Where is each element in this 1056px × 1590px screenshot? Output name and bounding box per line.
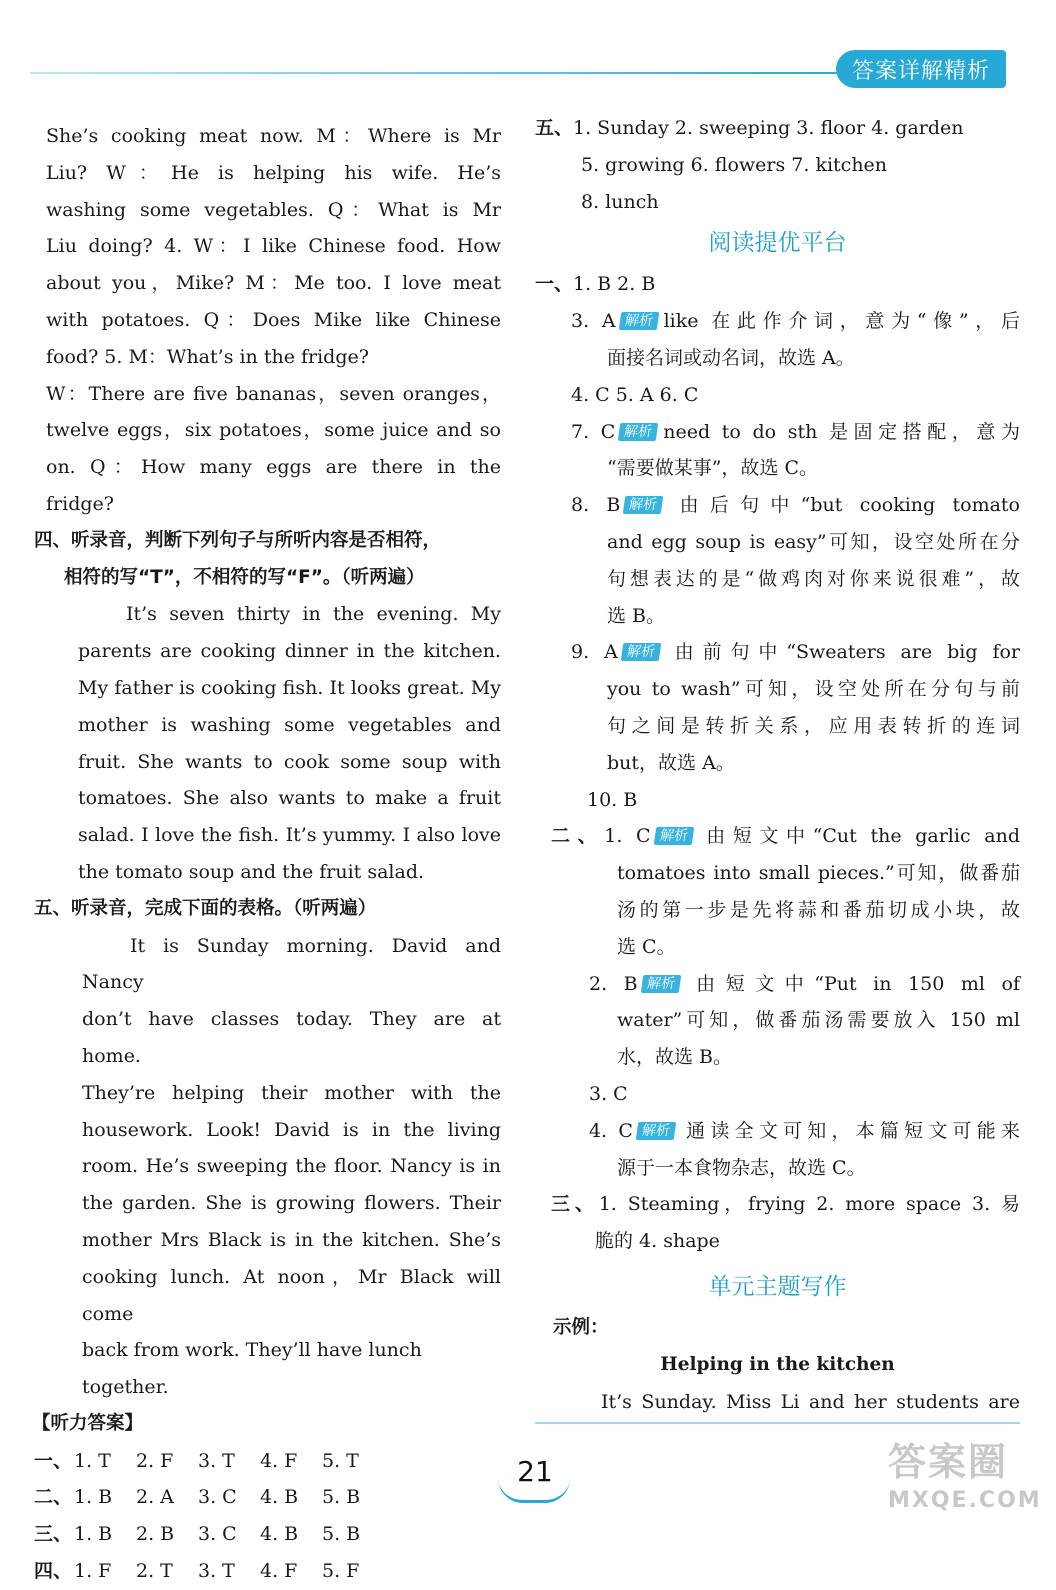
answer-item: 2. B bbox=[136, 1523, 175, 1546]
reading-part-1 bbox=[535, 266, 1020, 818]
answer-item: 5. F bbox=[322, 1560, 360, 1583]
script-line: Liu? W：He is helping his wife. He’s bbox=[46, 161, 501, 184]
listening-answers-heading: 【听力答案】 bbox=[32, 1412, 144, 1434]
writing-section-title: 单元主题写作 bbox=[708, 1273, 847, 1300]
script-line: food? 5. M：What’s in the fridge? bbox=[46, 345, 369, 368]
answer-line: 1. Sunday 2. sweeping 3. floor 4. garden bbox=[573, 117, 964, 139]
script-line: about you，Mike? M：Me too. I love meat bbox=[46, 272, 501, 295]
answer-line: 1. B 2. B bbox=[573, 273, 656, 296]
answer-item: 3. C bbox=[198, 1486, 237, 1509]
script-line: W：There are five bananas，seven oranges， bbox=[46, 382, 501, 405]
watermark-logo bbox=[888, 1436, 1042, 1526]
script-line: with potatoes. Q：Does Mike like Chinese bbox=[46, 308, 501, 331]
section-4-heading: 四、听录音，判断下列句子与所听内容是否相符， bbox=[34, 529, 442, 551]
passage-line: back from work. They’ll have lunch together. bbox=[82, 1339, 422, 1399]
right-column bbox=[535, 110, 1020, 1424]
passage-line: tomatoes. She also wants to make a fruit bbox=[78, 787, 501, 810]
example-label: 示例： bbox=[553, 1316, 609, 1338]
analysis-text: 源于一本食物杂志，故选 C。 bbox=[617, 1156, 866, 1179]
passage-line: the garden. She is growing flowers. Their bbox=[82, 1192, 501, 1215]
answer-row-label: 一、 bbox=[34, 1449, 73, 1472]
question-number: 4. C bbox=[589, 1119, 633, 1142]
script-line: Liu doing? 4. W：I like Chinese food. How bbox=[46, 235, 501, 258]
analysis-text: 由后句中“but cooking tomato bbox=[668, 494, 1020, 517]
analysis-tag: 解析 bbox=[623, 496, 664, 514]
analysis-text: 选 B。 bbox=[607, 604, 666, 627]
answer-item: 1. B bbox=[74, 1523, 113, 1546]
answer-row bbox=[34, 1516, 501, 1553]
page-number-ornament bbox=[498, 1478, 570, 1503]
analysis-text: 由前句中“Sweaters are big for bbox=[665, 641, 1020, 664]
answer-item: 4. F bbox=[260, 1560, 298, 1583]
answer-item: 4. B bbox=[260, 1486, 299, 1509]
answer-row-label: 四、 bbox=[34, 1560, 73, 1583]
script-line: fridge? bbox=[46, 492, 114, 515]
page-number: 21 bbox=[517, 1455, 553, 1488]
passage-line: It is Sunday morning. David and Nancy bbox=[82, 934, 501, 994]
analysis-text: water”可知，做番茄汤需要放入 150 ml bbox=[617, 1009, 1020, 1032]
analysis-text: 通读全文可知，本篇短文可能来 bbox=[680, 1119, 1020, 1142]
analysis-text: need to do sth 是固定搭配，意为 bbox=[663, 420, 1020, 443]
passage-line: My father is cooking fish. It looks great. My bbox=[78, 676, 501, 699]
answer-line: 脆的 4. shape bbox=[595, 1230, 720, 1253]
script-line: on. Q：How many eggs are there in the bbox=[46, 456, 501, 479]
analysis-text: “需要做某事”，故选 C。 bbox=[607, 457, 819, 480]
analysis-text: 由短文中“Put in 150 ml of bbox=[685, 972, 1020, 995]
answer-row bbox=[34, 1443, 501, 1480]
header-badge: 答案详解精析 bbox=[836, 50, 1006, 88]
question-number: 1. C bbox=[604, 825, 651, 848]
analysis-text: 面接名词或动名词，故选 A。 bbox=[607, 346, 855, 369]
answer-item: 3. T bbox=[198, 1560, 235, 1583]
analysis-text: 汤的第一步是先将蒜和番茄切成小块，故 bbox=[617, 898, 1020, 921]
script-line: twelve eggs，six potatoes，some juice and so bbox=[46, 419, 501, 442]
answer-item: 4. B bbox=[260, 1523, 299, 1546]
answer-line: 4. C 5. A 6. C bbox=[571, 383, 699, 406]
section-4-heading-cont: 相符的写“T”，不相符的写“F”。（听两遍） bbox=[64, 566, 425, 588]
analysis-text: 选 C。 bbox=[617, 935, 676, 958]
analysis-text: tomatoes into small pieces.”可知，做番茄 bbox=[617, 862, 1020, 885]
answer-row bbox=[34, 1479, 501, 1516]
answer-item: 5. T bbox=[322, 1449, 359, 1472]
answer-item: 3. C bbox=[198, 1523, 237, 1546]
answer-item: 2. F bbox=[136, 1449, 174, 1472]
passage-line: It’s seven thirty in the evening. My bbox=[126, 603, 501, 626]
answer-item: 2. A bbox=[136, 1486, 174, 1509]
section-label: 一、 bbox=[535, 273, 574, 296]
analysis-text: like 在此作介词，意为“像”，后 bbox=[663, 310, 1020, 333]
analysis-text: 句想表达的是“做鸡肉对你来说很难”，故 bbox=[607, 567, 1020, 590]
analysis-text: and egg soup is easy”可知，设空处所在分 bbox=[607, 530, 1020, 553]
watermark-text: 答案圈 bbox=[888, 1440, 1009, 1484]
analysis-tag: 解析 bbox=[640, 975, 681, 993]
passage-line: parents are cooking dinner in the kitchen. bbox=[78, 640, 501, 663]
analysis-tag: 解析 bbox=[636, 1122, 677, 1140]
answer-item: 2. T bbox=[136, 1560, 173, 1583]
reading-section-title: 阅读提优平台 bbox=[708, 230, 847, 257]
answer-item: 1. T bbox=[74, 1449, 111, 1472]
answer-line: 5. growing 6. flowers 7. kitchen bbox=[581, 153, 888, 176]
section-label: 三、 bbox=[551, 1193, 599, 1216]
section-5-passage bbox=[46, 928, 501, 1406]
answer-item: 1. F bbox=[74, 1560, 112, 1583]
passage-line: don’t have classes today. They are at home. bbox=[82, 1008, 501, 1067]
answer-item: 5. B bbox=[322, 1523, 361, 1546]
analysis-tag: 解析 bbox=[653, 827, 694, 845]
passage-line: fruit. She wants to cook some soup with bbox=[78, 750, 501, 773]
analysis-text: 由短文中“Cut the garlic and bbox=[698, 825, 1020, 848]
question-number: 8. B bbox=[571, 494, 621, 517]
passage-line: the tomato soup and the fruit salad. bbox=[78, 860, 425, 883]
question-number: 7. C bbox=[571, 420, 616, 443]
analysis-tag: 解析 bbox=[618, 312, 659, 330]
reading-part-3 bbox=[535, 1186, 1020, 1260]
answer-line: 10. B bbox=[587, 788, 638, 811]
left-column bbox=[32, 118, 501, 1590]
analysis-text: 句之间是转折关系，应用表转折的连词 bbox=[607, 714, 1020, 737]
answer-item: 1. B bbox=[74, 1486, 113, 1509]
passage-line: mother is washing some vegetables and bbox=[78, 713, 501, 736]
analysis-text: but，故选 A。 bbox=[607, 751, 735, 774]
reading-part-2 bbox=[535, 818, 1020, 1186]
section-5-heading: 五、听录音，完成下面的表格。（听两遍） bbox=[34, 897, 377, 919]
answer-row bbox=[34, 1553, 501, 1590]
essay-title: Helping in the kitchen bbox=[660, 1353, 895, 1375]
answer-row-label: 二、 bbox=[34, 1486, 73, 1509]
passage-line: They’re helping their mother with the bbox=[82, 1081, 501, 1104]
answer-line: 1. Steaming，frying 2. more space 3. 易 bbox=[598, 1193, 1020, 1216]
analysis-tag: 解析 bbox=[621, 643, 662, 661]
passage-line: housework. Look! David is in the living bbox=[82, 1118, 501, 1141]
section-4-passage bbox=[46, 596, 501, 890]
question-number: 3. A bbox=[571, 310, 616, 333]
header-rule bbox=[30, 72, 840, 74]
answer-line: 8. lunch bbox=[581, 190, 659, 213]
listening-answer-5 bbox=[535, 110, 1020, 220]
analysis-text: you to wash”可知，设空处所在分句与前 bbox=[607, 678, 1020, 701]
answer-item: 5. B bbox=[322, 1486, 361, 1509]
listening-answers bbox=[34, 1443, 501, 1590]
essay-text: It’s Sunday. Miss Li and her students are bbox=[535, 1384, 1020, 1425]
section-label: 五、 bbox=[535, 117, 574, 139]
passage-line: mother Mrs Black is in the kitchen. She’s bbox=[82, 1228, 501, 1251]
passage-line: room. He’s sweeping the floor. Nancy is in bbox=[82, 1155, 501, 1178]
script-line: She’s cooking meat now. M：Where is Mr bbox=[46, 125, 501, 147]
section-label: 二、 bbox=[551, 825, 605, 848]
passage-line: cooking lunch. At noon，Mr Black will come bbox=[82, 1265, 501, 1325]
analysis-text: 水，故选 B。 bbox=[617, 1046, 733, 1069]
listening-script-continued bbox=[46, 118, 501, 523]
question-number: 2. B bbox=[589, 972, 638, 995]
script-line: washing some vegetables. Q：What is Mr bbox=[46, 198, 501, 221]
answer-line: 3. C bbox=[589, 1082, 628, 1105]
question-number: 9. A bbox=[571, 641, 618, 664]
answer-row-label: 三、 bbox=[34, 1523, 73, 1546]
answer-item: 3. T bbox=[198, 1449, 235, 1472]
passage-line: salad. I love the fish. It’s yummy. I also love bbox=[78, 824, 501, 847]
analysis-tag: 解析 bbox=[618, 423, 659, 441]
watermark-url: MXQE.COM bbox=[888, 1488, 1042, 1513]
answer-item: 4. F bbox=[260, 1449, 298, 1472]
